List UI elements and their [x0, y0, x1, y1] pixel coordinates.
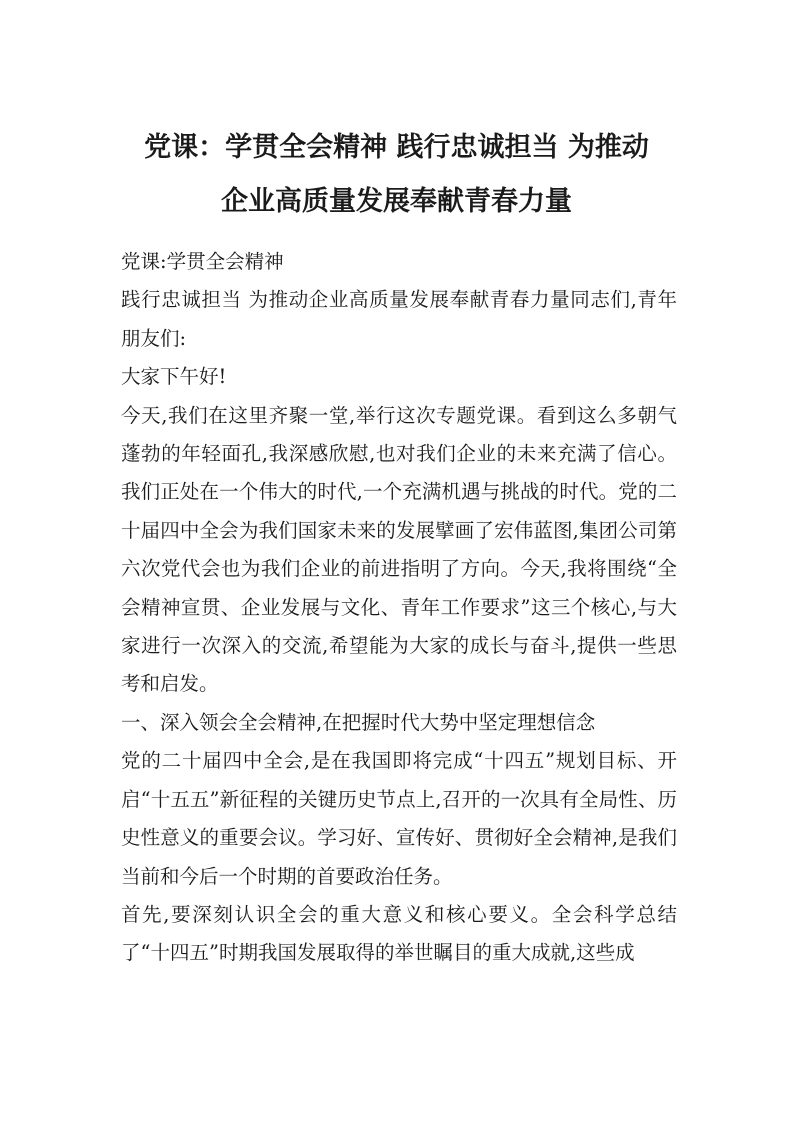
document-title: [100, 121, 693, 229]
document-body: [121, 243, 677, 973]
paragraph-greeting: 大家下午好!: [121, 365, 227, 389]
paragraph-section-1-first: 首先,要深刻认识全会的重大意义和核心要义。全会科学总结了“十四五”时期我国发展取得的举世瞩目的重大成就,这些成: [121, 902, 677, 965]
title-line-2: 企业高质量发展奉献青春力量: [221, 186, 572, 217]
paragraph-salutation: 践行忠诚担当 为推动企业高质量发展奉献青春力量同志们,青年朋友们:: [121, 288, 677, 350]
paragraph-introduction: 今天,我们在这里齐聚一堂,举行这次专题党课。看到这么多朝气蓬勃的年轻面孔,我深感欣慰,也对我们企业的未来充满了信心。我们正处在一个伟大的时代,一个充满机遇与挑战的时代。党的二十届四中全会为我们国家未来的发展擘画了宏伟蓝图,集团公司第六次党代会也为我们企业的前进指明了方向。今天,我将围绕“全会精神宣贯、企业发展与文化、青年工作要求”这三个核心,与大家进行一次深入的交流,希望能为大家的成长与奋斗,提供一些思考和启发。: [121, 403, 677, 696]
paragraph-section-1: 党的二十届四中全会,是在我国即将完成“十四五”规划目标、开启“十五五”新征程的关键历史节点上,召开的一次具有全局性、历史性意义的重要会议。学习好、宣传好、贯彻好全会精神,是我们当前和今后一个时期的首要政治任务。: [121, 749, 677, 888]
title-line-1: 党课：学贯全会精神 践行忠诚担当 为推动: [144, 132, 649, 163]
paragraph-subtitle: 党课:学贯全会精神: [121, 250, 284, 273]
section-heading-1: 一、深入领会全会精神,在把握时代大势中坚定理想信念: [121, 710, 596, 734]
